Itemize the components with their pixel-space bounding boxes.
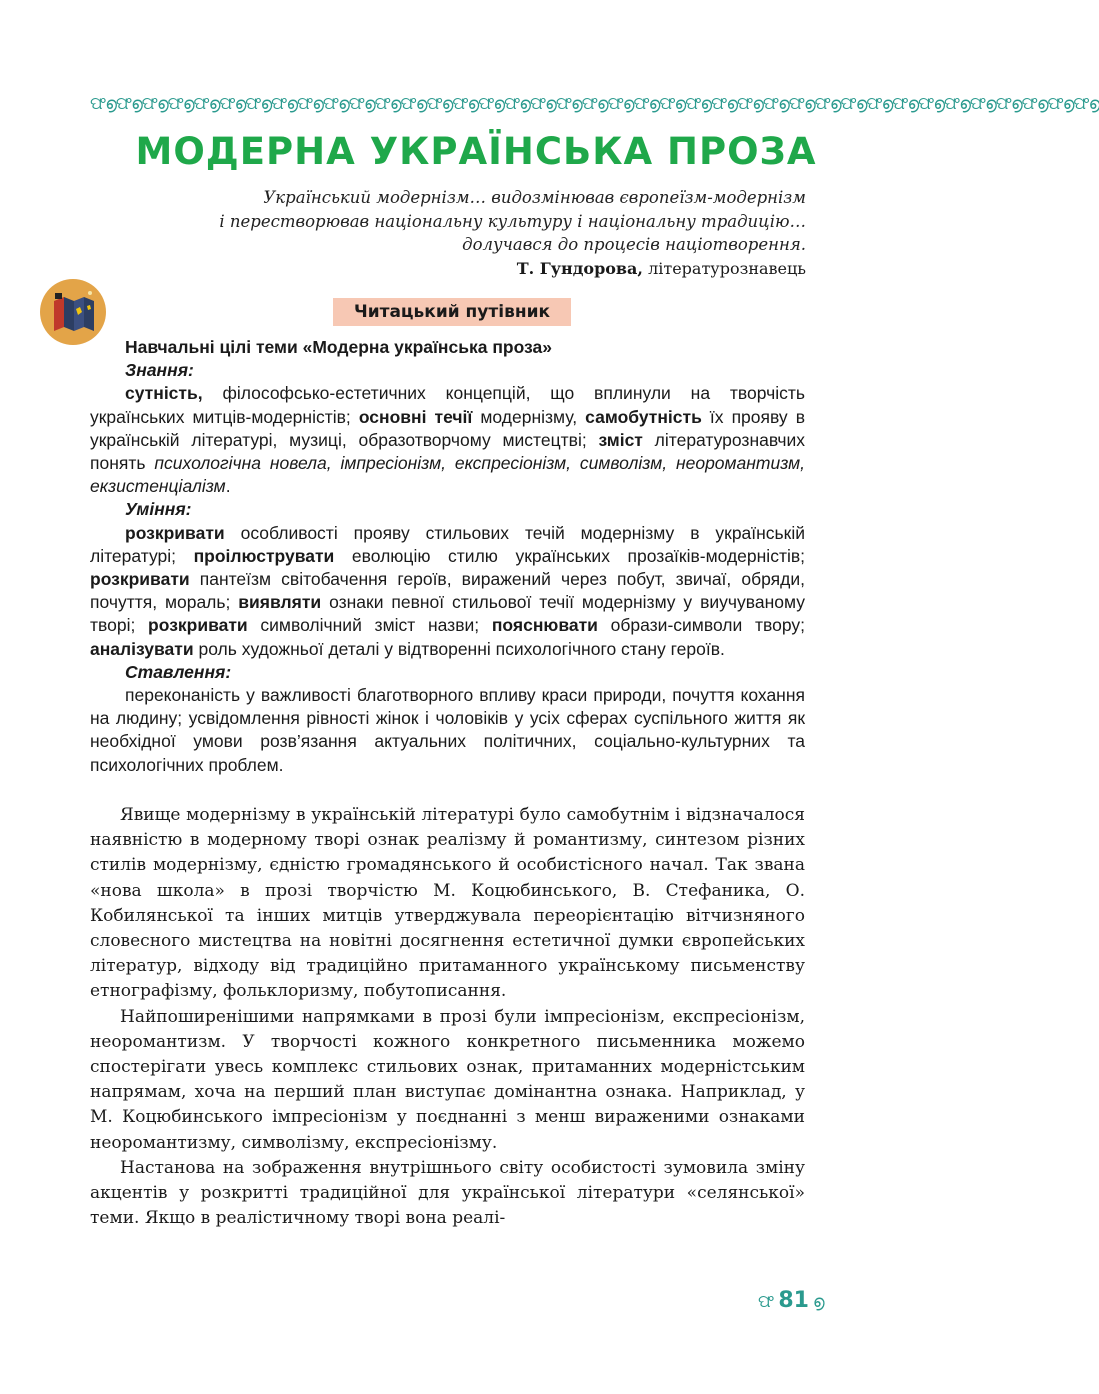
epigraph-line: і перестворював національну культуру і національну традицію… [219, 211, 806, 231]
epigraph-author [517, 257, 806, 280]
epigraph-line: долучався до процесів націотворення. [462, 235, 806, 254]
text: їх прояву в українській літературі, музиці, образотворчому мистецтві; [90, 406, 805, 450]
text: еволюцію стилю українських прозаїків-модерністів; [334, 545, 806, 566]
term: основні течії [358, 406, 473, 427]
term: виявляти [238, 592, 322, 613]
goals-heading: Навчальні цілі теми «Модерна українська проза» [125, 337, 552, 357]
epigraph-author-name: Т. Гундорова, [516, 259, 643, 278]
paragraph: Явище модернізму в українській літературі було самобутнім і відзначалося наявністю в модерному творі ознак реалізму й романтизму, синтезом різних стилів модернізму, єдністю громадянського й особистісного начал. Так звана «нова школа» в прозі творчістю М. Коцюбинського, В. Стефаника, О. Кобилянської та інших митців утверджувала переорієнтацію вітчизняного словесного мистецтва на новітні досягнення естетичної думки європейських літератур, відходу від традиційно притаманного українському письменству етнографізму, фольклоризму, побутописання. [90, 805, 805, 1002]
term: розкривати [125, 522, 225, 543]
knowledge-label: Знання: [125, 360, 194, 381]
term: самобутність [585, 406, 702, 427]
reader-guide-label: Читацький путівник [333, 298, 571, 326]
page-title: МОДЕРНА УКРАЇНСЬКА ПРОЗА [135, 130, 817, 173]
knowledge-text [90, 382, 805, 498]
page-number [758, 1288, 825, 1314]
skills-label: Уміння: [125, 499, 192, 520]
text: . [225, 476, 231, 497]
page-ornament-right: ൭ [812, 1292, 825, 1312]
paragraph: Настанова на зображення внутрішнього світу особистості зумовила зміну акцентів у розкритті традиційної для української літератури «селянської» теми. Якщо в реалістичному творі вона реалі- [90, 1157, 805, 1229]
term: проілюструвати [193, 545, 335, 566]
term: розкривати [90, 569, 190, 590]
attitude-label: Ставлення: [125, 661, 232, 682]
text: символічний зміст назви; [247, 615, 492, 636]
paragraph: Найпоширенішими напрямками в прозі були імпресіонізм, експресіонізм, неоромантизм. У творчості кожного конкретного письменника можемо спостерігати увесь комплекс стильових ознак, притаманних модерністським напрямам, хоча на перший план виступає домінантна ознака. Наприклад, у М. Коцюбинського імпресіонізм у поєднанні з менш вираженими ознаками неоромантизму, символізму, експресіонізму. [90, 1006, 805, 1153]
term: сутність, [125, 383, 203, 404]
main-text [90, 803, 805, 1231]
epigraph-line: Український модернізм… видозмінював європеїзм-модернізм [263, 188, 806, 207]
text: ознаки певної стильової течії модернізму у виучуваному творі; [90, 592, 805, 636]
skills-text [90, 522, 805, 661]
epigraph-author-role: літературознавець [642, 259, 806, 278]
concepts: психологічна новела, імпресіонізм, експресіонізм, символізм, неоромантизм, екзистенціалізм [90, 453, 805, 497]
text: образи-символи твору; [597, 615, 805, 636]
text: літературознавчих понять [90, 429, 806, 474]
text: роль художньої деталі у відтворенні психологічного стану героїв. [193, 638, 725, 659]
text: особливості прояву стильових течій модернізму в українській літературі; [90, 522, 805, 566]
attitude-text: переконаність у важливості благотворного впливу краси природи, почуття кохання на людину; усвідомлення рівності жінок і чоловіків у усіх сферах суспільного життя як необхідної умови розв’язання актуальних політичних, соціально-культурних та психологічних проблем. [90, 685, 805, 775]
page-number-value: 81 [778, 1288, 809, 1313]
term: аналізувати [90, 638, 194, 659]
term: розкривати [148, 615, 248, 636]
text: пантеїзм світобачення героїв, виражений через побут, звичаї, обряди, почуття, мораль; [90, 569, 805, 613]
term: зміст [598, 429, 643, 450]
top-ornament-band: ଫ൭ଫ൭ଫ൭ଫ൭ଫ൭ଫ൭ଫ൭ଫ൭ଫ൭ଫ൭ଫ൭ଫ൭ଫ൭ଫ൭ଫ൭ଫ൭ଫ൭ଫ൭ଫ൭ଫ൭ଫ൭ଫ൭ଫ൭ଫ൭ଫ൭ଫ൭ଫ൭ଫ൭ଫ൭ଫ൭ଫ൭ଫ൭ଫ൭ଫ൭ଫ൭ଫ൭ଫ൭ଫ൭ଫ൭ [90, 94, 1099, 114]
term: пояснювати [491, 615, 598, 636]
page-ornament-left: ଫ [758, 1292, 775, 1312]
learning-goals [90, 336, 805, 777]
epigraph [106, 186, 806, 257]
text: модернізму, [472, 406, 586, 427]
text: філософсько-естетичних концепцій, що вплинули на творчість українських митців-модерністів; [90, 383, 805, 427]
